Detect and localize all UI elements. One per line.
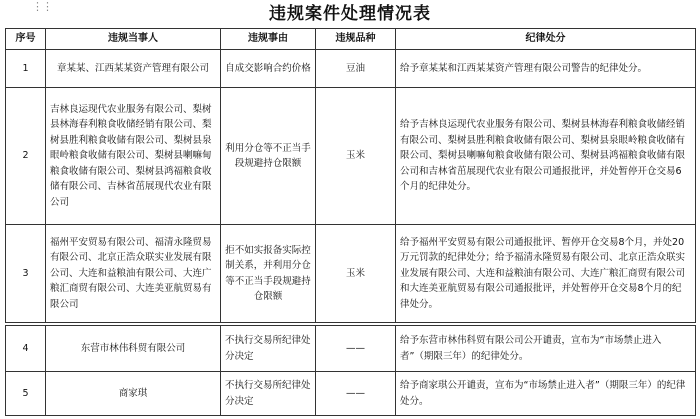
row-product: 豆油 — [316, 50, 396, 88]
table-row — [6, 372, 696, 416]
row-penalty: 给予东营市林伟科贸有限公司公开谴责，宣布为“市场禁止进入者”（期限三年）的纪律处分。 — [396, 326, 696, 372]
row-reason: 拒不如实报备实际控制关系，并利用分仓等不正当手段规避持仓限额 — [221, 225, 316, 323]
case-table-continued — [5, 325, 696, 416]
row-product: —— — [316, 372, 396, 416]
header-party: 违规当事人 — [46, 29, 221, 50]
row-product: —— — [316, 326, 396, 372]
row-penalty: 给予章某某和江西某某资产管理有限公司警告的纪律处分。 — [396, 50, 696, 88]
row-product: 玉米 — [316, 225, 396, 323]
row-party: 东营市林伟科贸有限公司 — [46, 326, 221, 372]
row-no: 3 — [6, 225, 46, 323]
table-header-row — [6, 29, 696, 50]
row-no: 2 — [6, 88, 46, 225]
header-penalty: 纪律处分 — [396, 29, 696, 50]
row-reason: 不执行交易所纪律处分决定 — [221, 326, 316, 372]
row-party: 吉林良运现代农业服务有限公司、梨树县林海春利粮食收储经销有限公司、梨树县胜利粮食收储有限公司、梨树县泉眼岭粮食收储有限公司、梨树县喇嘛甸粮食收储有限公司、梨树县鸿福粮食收储有限公司、吉林省茁展现代农业有限公司 — [46, 88, 221, 225]
row-penalty: 给予吉林良运现代农业服务有限公司、梨树县林海春利粮食收储经销有限公司、梨树县胜利粮食收储有限公司、梨树县泉眼岭粮食收储有限公司、梨树县喇嘛甸粮食收储有限公司、梨树县鸿福粮食收储有限公司和吉林省茁展现代农业有限公司通报批评，并处暂停开仓交易6个月的纪律处分。 — [396, 88, 696, 225]
row-reason: 利用分仓等不正当手段规避持仓限额 — [221, 88, 316, 225]
drag-handle-icon[interactable]: ⋮⋮ — [32, 0, 52, 13]
table-row — [6, 225, 696, 323]
case-table — [5, 28, 696, 323]
row-reason: 不执行交易所纪律处分决定 — [221, 372, 316, 416]
row-reason: 自成交影响合约价格 — [221, 50, 316, 88]
page-title: 违规案件处理情况表 — [269, 4, 431, 24]
row-no: 1 — [6, 50, 46, 88]
table-row — [6, 88, 696, 225]
row-party: 福州平安贸易有限公司、福清永隆贸易有限公司、北京正浩众联实业发展有限公司、大连和益粮油有限公司、大连广粮汇商贸有限公司、大连美亚航贸易有限公司 — [46, 225, 221, 323]
row-penalty: 给予商家琪公开谴责，宣布为“市场禁止进入者”（期限三年）的纪律处分。 — [396, 372, 696, 416]
header-reason: 违规事由 — [221, 29, 316, 50]
row-party: 商家琪 — [46, 372, 221, 416]
row-product: 玉米 — [316, 88, 396, 225]
header-product: 违规品种 — [316, 29, 396, 50]
table-row — [6, 326, 696, 372]
row-party: 章某某、江西某某资产管理有限公司 — [46, 50, 221, 88]
header-no: 序号 — [6, 29, 46, 50]
row-no: 5 — [6, 372, 46, 416]
table-row — [6, 50, 696, 88]
row-penalty: 给予福州平安贸易有限公司通报批评、暂停开仓交易8个月，并处20万元罚款的纪律处分；给予福清永隆贸易有限公司、北京正浩众联实业发展有限公司、大连和益粮油有限公司、大连广粮汇商贸有限公司和大连美亚航贸易有限公司通报批评，并处暂停开仓交易8个月的纪律处分。 — [396, 225, 696, 323]
row-no: 4 — [6, 326, 46, 372]
